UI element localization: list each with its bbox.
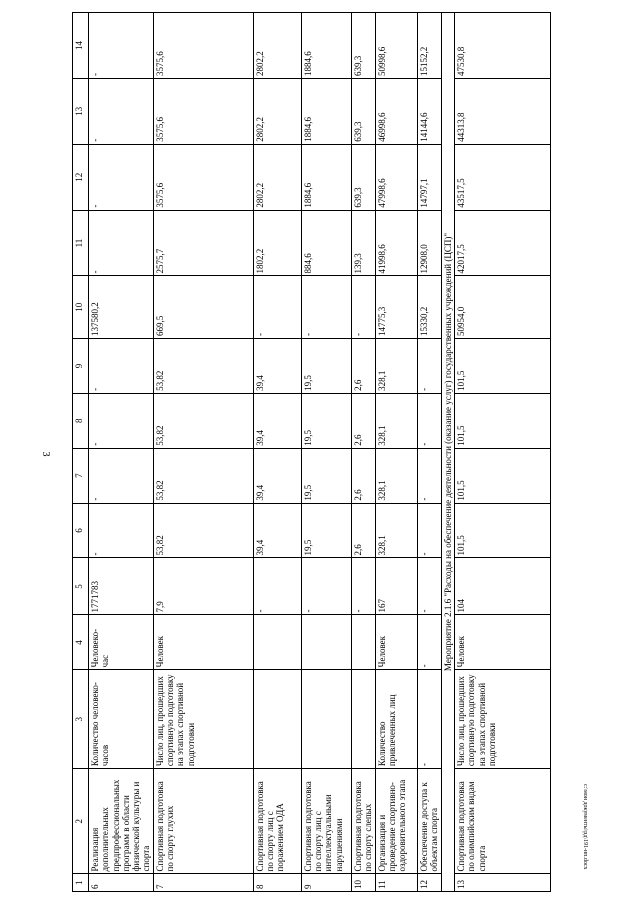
table-cell: Спортивная подготовка по спорту глухих <box>153 769 253 874</box>
table-cell: 14797,1 <box>417 144 441 210</box>
table-cell: - <box>89 339 154 394</box>
table-cell <box>301 615 351 670</box>
table-cell: 639,3 <box>351 78 375 144</box>
table-cell <box>351 615 375 670</box>
table-cell: 328,1 <box>375 503 417 558</box>
table-cell: 53,82 <box>153 503 253 558</box>
subheading: Мероприятие 2.1.6 "Расходы на обеспечение деятельности (оказание услуг) государственных учреждений (ЦСП)" <box>441 13 454 892</box>
table-cell: 50998,6 <box>375 13 417 79</box>
table-cell <box>253 670 301 769</box>
table-cell: - <box>417 615 441 670</box>
table-cell: - <box>417 393 441 448</box>
table-cell: 44313,8 <box>455 78 551 144</box>
table-cell: 19,5 <box>301 503 351 558</box>
table-cell: - <box>89 78 154 144</box>
table-cell: 639,3 <box>351 13 375 79</box>
table-cell: 101,5 <box>455 503 551 558</box>
table-cell: 2,6 <box>351 503 375 558</box>
table-row <box>253 13 301 892</box>
column-number: 9 <box>73 339 89 394</box>
table-cell: 46998,6 <box>375 78 417 144</box>
table-cell: 137580,2 <box>89 276 154 339</box>
table-cell: 1884,6 <box>301 13 351 79</box>
table-cell: 328,1 <box>375 393 417 448</box>
table-cell: - <box>417 558 441 615</box>
table-cell: - <box>417 503 441 558</box>
table-cell: - <box>89 448 154 503</box>
column-number: 6 <box>73 503 89 558</box>
table-cell: 1884,6 <box>301 144 351 210</box>
table-cell: 19,5 <box>301 393 351 448</box>
table-cell: - <box>89 210 154 276</box>
table-cell: 15330,2 <box>417 276 441 339</box>
table-cell: 14144,6 <box>417 78 441 144</box>
table-cell: 328,1 <box>375 339 417 394</box>
table-cell: Человек <box>153 615 253 670</box>
table-cell: 53,82 <box>153 448 253 503</box>
table-cell: - <box>89 393 154 448</box>
table-cell: Спортивная подготовка по спорту слепых <box>351 769 375 874</box>
table-cell: 3575,6 <box>153 78 253 144</box>
table-row <box>89 13 154 892</box>
table-cell: 19,5 <box>301 339 351 394</box>
table-cell: 3575,6 <box>153 144 253 210</box>
table-cell: 669,5 <box>153 276 253 339</box>
table-cell: Число лиц, прошедших спортивную подготовку на этапах спортивной подготовки <box>455 670 551 769</box>
column-number: 5 <box>73 558 89 615</box>
table-cell: - <box>351 558 375 615</box>
table-cell: 53,82 <box>153 393 253 448</box>
table-cell: 13 <box>455 874 551 892</box>
table-cell: - <box>89 503 154 558</box>
table-cell: 14775,3 <box>375 276 417 339</box>
column-number: 2 <box>73 769 89 874</box>
column-number: 4 <box>73 615 89 670</box>
subheading-row <box>441 13 454 892</box>
table-cell: 104 <box>455 558 551 615</box>
table-cell: 2,6 <box>351 393 375 448</box>
table-cell: 7 <box>153 874 253 892</box>
table-cell: 43517,5 <box>455 144 551 210</box>
table-cell: 15152,2 <box>417 13 441 79</box>
table-cell <box>253 615 301 670</box>
table-cell: 47998,6 <box>375 144 417 210</box>
table-cell: 1771783 <box>89 558 154 615</box>
table-cell: 39,4 <box>253 503 301 558</box>
table-row <box>455 13 551 892</box>
table-cell: 3575,6 <box>153 13 253 79</box>
table-cell: 101,5 <box>455 339 551 394</box>
file-path: c:\мои документы\рд\191-нп.docx <box>582 784 588 870</box>
table-cell: Число лиц, прошедших спортивную подготовку на этапах спортивной подготовки <box>153 670 253 769</box>
table-cell: 101,5 <box>455 393 551 448</box>
table-cell: 884,6 <box>301 210 351 276</box>
table-cell <box>351 670 375 769</box>
table-cell: 50954,0 <box>455 276 551 339</box>
table-cell: 2,6 <box>351 448 375 503</box>
table-cell: - <box>89 144 154 210</box>
table-cell: 139,3 <box>351 210 375 276</box>
table-cell: 8 <box>253 874 301 892</box>
table-cell: 39,4 <box>253 448 301 503</box>
table-cell: 9 <box>301 874 351 892</box>
table-cell: Человеко-час <box>89 615 154 670</box>
table-cell: 11 <box>375 874 417 892</box>
table-cell: Количество привлеченных лиц <box>375 670 417 769</box>
table-cell: 2802,2 <box>253 144 301 210</box>
table-cell: Спортивная подготовка по спорту лиц с интеллектуальными нарушениями <box>301 769 351 874</box>
column-number: 10 <box>73 276 89 339</box>
table-cell: 7,9 <box>153 558 253 615</box>
table-cell: - <box>89 13 154 79</box>
table-row <box>375 13 417 892</box>
column-number: 13 <box>73 78 89 144</box>
column-number: 14 <box>73 13 89 79</box>
table-row <box>417 13 441 892</box>
header-row <box>73 13 89 892</box>
table-row <box>301 13 351 892</box>
table-cell: 167 <box>375 558 417 615</box>
column-number: 8 <box>73 393 89 448</box>
column-number: 1 <box>73 874 89 892</box>
table-cell: 2,6 <box>351 339 375 394</box>
table-cell: - <box>301 276 351 339</box>
table-cell: 12908,0 <box>417 210 441 276</box>
table-cell: - <box>253 558 301 615</box>
table-cell: - <box>417 670 441 769</box>
table-cell: 2802,2 <box>253 78 301 144</box>
column-number: 7 <box>73 448 89 503</box>
table-cell: Организация и проведение спортивно-оздоровительного этапа <box>375 769 417 874</box>
table-cell: Обеспечение доступа к объектам спорта <box>417 769 441 874</box>
column-number: 11 <box>73 210 89 276</box>
table-cell: Человек <box>455 615 551 670</box>
table-cell: 12 <box>417 874 441 892</box>
table-cell: Количество человеко-часов <box>89 670 154 769</box>
table-row <box>153 13 253 892</box>
table-cell: - <box>351 276 375 339</box>
table-cell: Человек <box>375 615 417 670</box>
table-cell: Реализация дополнительных предпрофессиональных программ в области физической культуры и спорта <box>89 769 154 874</box>
table-cell: 47530,8 <box>455 13 551 79</box>
table-cell: 39,4 <box>253 339 301 394</box>
page-number: 3 <box>40 451 51 457</box>
column-number: 3 <box>73 670 89 769</box>
rotated-table-area <box>72 40 640 892</box>
table-cell: 2575,7 <box>153 210 253 276</box>
table-cell: 42017,5 <box>455 210 551 276</box>
table-cell: 19,5 <box>301 448 351 503</box>
table-cell: 53,82 <box>153 339 253 394</box>
table-cell: 1802,2 <box>253 210 301 276</box>
table-cell: 39,4 <box>253 393 301 448</box>
table-cell: - <box>417 448 441 503</box>
table-cell <box>301 670 351 769</box>
table-cell: - <box>417 339 441 394</box>
table-cell: Спортивная подготовка по спорту лиц с поражением ОДА <box>253 769 301 874</box>
table-cell: 41998,6 <box>375 210 417 276</box>
budget-table <box>72 12 551 892</box>
table-row <box>351 13 375 892</box>
table-cell: - <box>301 558 351 615</box>
table-cell: 1884,6 <box>301 78 351 144</box>
column-number: 12 <box>73 144 89 210</box>
table-cell: Спортивная подготовка по олимпийским видам спорта <box>455 769 551 874</box>
table-cell: 328,1 <box>375 448 417 503</box>
table-cell: 101,5 <box>455 448 551 503</box>
table-cell: 2802,2 <box>253 13 301 79</box>
table-cell: 10 <box>351 874 375 892</box>
table-cell: 6 <box>89 874 154 892</box>
table-cell: 639,3 <box>351 144 375 210</box>
table-cell: - <box>253 276 301 339</box>
